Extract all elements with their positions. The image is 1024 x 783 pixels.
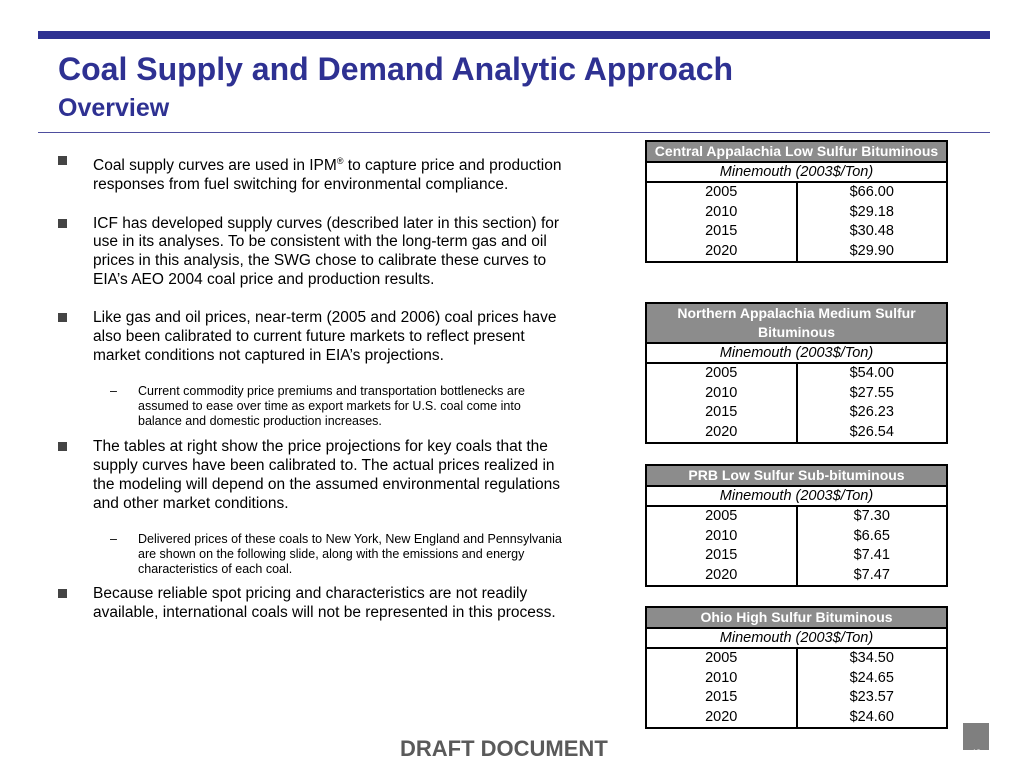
year-column [647, 364, 798, 442]
year-cell: 2005 [705, 365, 738, 381]
price-cell: $34.50 [849, 650, 894, 666]
price-cell: $23.57 [849, 689, 894, 705]
square-bullet-icon [58, 589, 67, 598]
price-column [798, 507, 947, 585]
dash-bullet-icon: – [110, 532, 117, 547]
page-number: 48 [963, 723, 989, 750]
square-bullet-icon [58, 156, 67, 165]
table-body [647, 649, 946, 727]
sub-bullet-item [58, 384, 568, 429]
bullet-item [58, 585, 568, 622]
price-cell: $66.00 [849, 184, 894, 200]
table-unit-label: Minemouth (2003$/Ton) [647, 163, 946, 183]
bullet-item [58, 309, 568, 365]
price-table-northern-appalachia [645, 302, 948, 444]
price-cell: $7.30 [853, 508, 890, 524]
table-unit-label: Minemouth (2003$/Ton) [647, 629, 946, 649]
slide-subtitle: Overview [58, 94, 170, 122]
price-cell: $29.90 [849, 242, 894, 259]
bullet-text: The tables at right show the price projections for key coals that the supply curves have been calibrated to. The actual prices realized in the modeling will depend on the assumed environmental regulations and other market conditions. [93, 438, 561, 512]
year-column [647, 183, 798, 261]
table-header: PRB Low Sulfur Sub-bituminous [647, 466, 946, 487]
year-cell: 2010 [705, 527, 738, 544]
price-column [798, 183, 947, 261]
year-cell: 2010 [705, 384, 738, 401]
year-column [647, 649, 798, 727]
year-cell: 2005 [705, 508, 738, 524]
price-cell: $29.18 [849, 203, 894, 220]
year-cell: 2020 [705, 566, 738, 583]
year-cell: 2015 [705, 223, 738, 239]
year-cell: 2015 [705, 689, 738, 705]
table-body [647, 507, 946, 585]
price-cell: $24.60 [849, 708, 894, 725]
price-cell: $24.65 [849, 669, 894, 686]
year-column [647, 507, 798, 585]
slide-title: Coal Supply and Demand Analytic Approach [58, 51, 734, 87]
year-cell: 2010 [705, 669, 738, 686]
table-header: Northern Appalachia Medium Sulfur Bituminous [647, 304, 946, 344]
sub-bullet-item [58, 532, 568, 577]
price-cell: $54.00 [849, 365, 894, 381]
price-cell: $26.23 [849, 404, 894, 420]
bullet-item [58, 215, 568, 290]
dash-bullet-icon: – [110, 384, 117, 399]
year-cell: 2015 [705, 404, 738, 420]
table-unit-label: Minemouth (2003$/Ton) [647, 487, 946, 507]
price-table-prb [645, 464, 948, 587]
price-cell: $7.47 [853, 566, 890, 583]
year-cell: 2005 [705, 184, 738, 200]
square-bullet-icon [58, 219, 67, 228]
bullet-text: ICF has developed supply curves (described later in this section) for use in its analyses. To be consistent with the long-term gas and oil prices in this analysis, the SWG chose to calibrate these curves to EIA’s AEO 2004 coal price and production results. [93, 214, 560, 288]
year-cell: 2020 [705, 242, 738, 259]
top-rule [38, 31, 990, 39]
price-cell: $7.41 [853, 547, 890, 563]
bullet-text: to capture price and production responses from fuel switching for environmental compliance. [93, 157, 562, 193]
bullet-text: Like gas and oil prices, near-term (2005 and 2006) coal prices have also been calibrated to current future markets to reflect present market conditions not captured in EIA’s projections. [93, 309, 557, 364]
year-cell: 2020 [705, 708, 738, 725]
bullet-list [58, 150, 568, 623]
divider [38, 132, 990, 133]
price-table-ohio [645, 606, 948, 729]
price-column [798, 364, 947, 442]
bullet-text: Because reliable spot pricing and characteristics are not readily available, international coals will not be represented in this process. [93, 585, 556, 621]
bullet-item [58, 438, 568, 513]
sub-bullet-text: Delivered prices of these coals to New York, New England and Pennsylvania are shown on the following slide, along with the emissions and energy characteristics of each coal. [138, 532, 562, 577]
price-table-central-appalachia [645, 140, 948, 263]
year-cell: 2005 [705, 650, 738, 666]
square-bullet-icon [58, 313, 67, 322]
bullet-text: Coal supply curves are used in IPM [93, 157, 337, 175]
bullet-item [58, 152, 568, 195]
sub-bullet-text: Current commodity price premiums and transportation bottlenecks are assumed to ease over time as export markets for U.S. coal come into balance and domestic production increases. [138, 384, 525, 429]
registered-mark: ® [336, 156, 344, 166]
price-cell: $6.65 [853, 527, 890, 544]
table-body [647, 183, 946, 261]
table-body [647, 364, 946, 442]
table-header: Central Appalachia Low Sulfur Bituminous [647, 142, 946, 163]
square-bullet-icon [58, 442, 67, 451]
table-unit-label: Minemouth (2003$/Ton) [647, 344, 946, 364]
year-cell: 2015 [705, 547, 738, 563]
price-cell: $26.54 [849, 423, 894, 440]
draft-watermark: DRAFT DOCUMENT [400, 736, 608, 761]
year-cell: 2010 [705, 203, 738, 220]
price-cell: $30.48 [849, 223, 894, 239]
table-header: Ohio High Sulfur Bituminous [647, 608, 946, 629]
price-cell: $27.55 [849, 384, 894, 401]
year-cell: 2020 [705, 423, 738, 440]
price-column [798, 649, 947, 727]
